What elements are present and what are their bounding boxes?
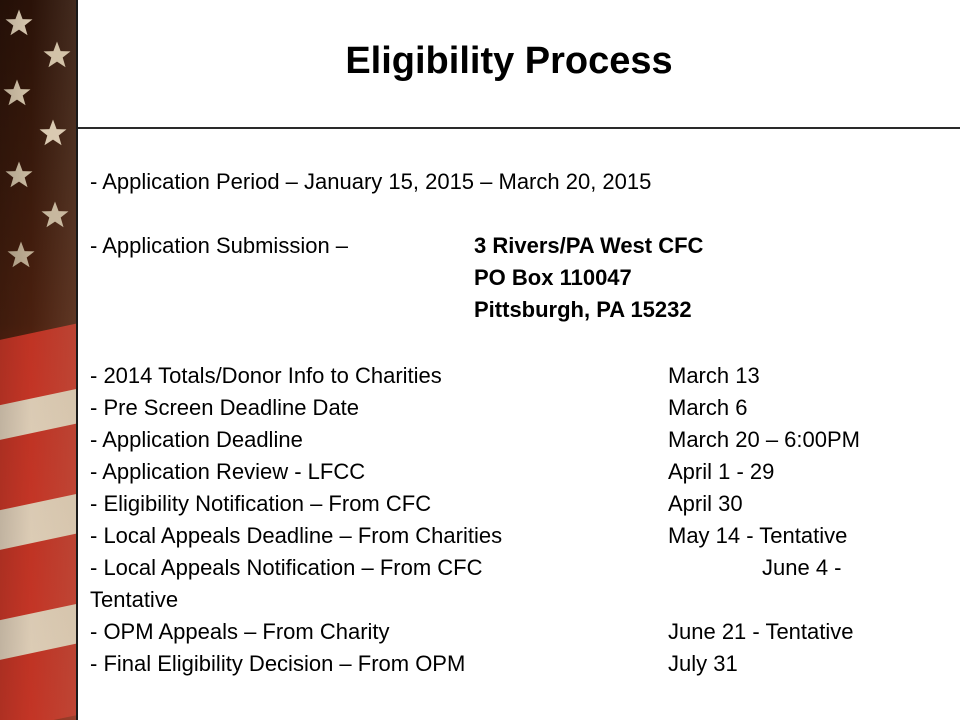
schedule-row <box>90 488 950 519</box>
schedule-row <box>90 584 950 615</box>
flag-edge <box>76 0 78 720</box>
schedule-item-label: - 2014 Totals/Donor Info to Charities <box>90 363 442 388</box>
schedule-item-date: April 30 <box>668 491 743 516</box>
schedule-item-label: - Pre Screen Deadline Date <box>90 395 360 420</box>
schedule-item-label: - Application Review - LFCC <box>90 459 366 484</box>
schedule-item-date: March 6 <box>668 395 748 420</box>
submission-label: - Application Submission – <box>90 233 349 258</box>
schedule-row <box>90 360 950 391</box>
schedule-item-date: April 1 - 29 <box>668 459 775 484</box>
schedule-item-date: July 31 <box>668 651 738 676</box>
schedule-item-date: June 21 - Tentative <box>668 619 854 644</box>
schedule-item-date: June 4 - <box>762 555 842 580</box>
application-period: - Application Period – January 15, 2015 – March 20, 2015 <box>90 169 652 194</box>
schedule-item-date: May 14 - Tentative <box>668 523 848 548</box>
schedule-row <box>90 456 950 487</box>
schedule-item-label: - Eligibility Notification – From CFC <box>90 491 432 516</box>
schedule-row <box>90 552 950 583</box>
schedule-item-label: - Local Appeals Notification – From CFC <box>90 555 483 580</box>
schedule-row <box>90 424 950 455</box>
schedule-row <box>90 520 950 551</box>
submission-address-line: 3 Rivers/PA West CFC <box>474 233 704 258</box>
schedule-row <box>90 392 950 423</box>
schedule-item-label: - Application Deadline <box>90 427 303 452</box>
title-divider <box>78 127 960 129</box>
schedule-row <box>90 648 950 679</box>
schedule-row <box>90 616 950 647</box>
schedule-item-date: March 20 – 6:00PM <box>668 427 860 452</box>
submission-address-line: PO Box 110047 <box>474 265 632 290</box>
schedule-item-label: - Local Appeals Deadline – From Charities <box>90 523 503 548</box>
flag-image <box>0 0 78 720</box>
page-title: Eligibility Process <box>345 40 673 82</box>
submission-address-line: Pittsburgh, PA 15232 <box>474 297 692 322</box>
schedule-item-date: March 13 <box>668 363 760 388</box>
schedule-item-label: - OPM Appeals – From Charity <box>90 619 390 644</box>
schedule-item-label: - Final Eligibility Decision – From OPM <box>90 651 466 676</box>
schedule-item-label: Tentative <box>90 587 179 612</box>
